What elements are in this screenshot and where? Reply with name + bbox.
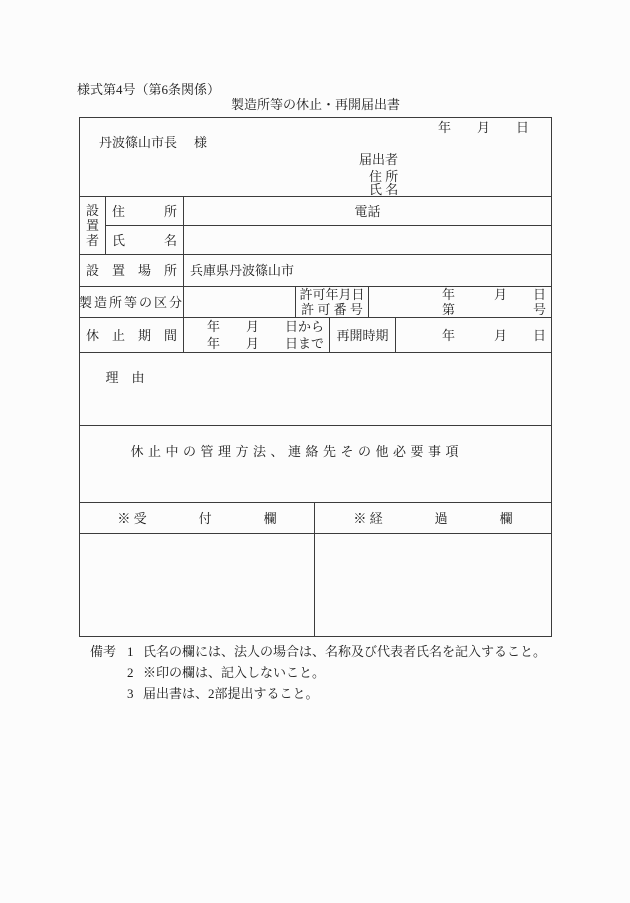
note-number: 1 (127, 644, 134, 659)
addressee-row (99, 136, 207, 149)
management-label: 休止中の管理方法、連絡先その他必要事項 (130, 444, 464, 459)
note-text: 氏名の欄には、法人の場合は、名称及び代表者氏名を記入すること。 (143, 644, 547, 659)
installer-name-label: 氏 名 (106, 225, 184, 254)
submission-date-field: 年 月 日 (437, 120, 529, 135)
classification-label: 製造所等の区分 (80, 286, 184, 317)
notes (90, 645, 546, 708)
notifier-name-label: 氏 名 (369, 182, 399, 197)
note-text: ※印の欄は、記入しないこと。 (143, 665, 326, 680)
permit-label-cell (296, 286, 369, 317)
phone-label: 電話 (354, 203, 381, 219)
form-table (79, 117, 552, 637)
note-text: 届出書は、2部提出すること。 (143, 686, 319, 701)
suspension-to-line: 年 月 日まで (206, 336, 324, 351)
progress-column-header: ※ 経 過 欄 (315, 502, 551, 533)
resume-label: 再開時期 (330, 317, 396, 352)
suspension-period-cell (184, 317, 330, 352)
note-line (90, 666, 546, 679)
note-number: 3 (127, 686, 134, 701)
note-line (90, 645, 546, 658)
suspension-label: 休 止 期 間 (80, 317, 184, 352)
reception-column-cell (80, 533, 315, 636)
note-line (90, 687, 546, 700)
reception-column-header: ※ 受 付 欄 (80, 502, 315, 533)
reason-label: 理 由 (105, 370, 145, 385)
permit-number-value: 第 号 (441, 302, 546, 317)
suspension-from-line: 年 月 日から (206, 319, 324, 334)
progress-column-cell (315, 533, 551, 636)
note-number: 2 (127, 665, 134, 680)
permit-date-value: 年 月 日 (441, 286, 546, 302)
notifier-address-label: 住 所 (369, 169, 399, 184)
form-code: 様式第4号（第6条関係） (77, 82, 221, 97)
addressee: 丹波篠山市長 (99, 135, 178, 150)
notifier-label: 届出者 (359, 152, 399, 167)
installer-group-cell (80, 196, 106, 254)
form-title: 製造所等の休止・再開届出書 (230, 97, 400, 112)
classification-value-cell (184, 286, 296, 317)
installer-name-value-cell (184, 225, 551, 254)
management-cell (80, 425, 551, 502)
installer-address-value-cell (184, 196, 551, 225)
permit-date-label: 許可年月日 (299, 286, 365, 302)
honorific: 様 (194, 135, 208, 150)
location-label: 設 置 場 所 (80, 254, 184, 286)
permit-value-cell (369, 286, 551, 317)
installer-group-label: 設置者 (85, 203, 99, 248)
reason-cell (80, 352, 551, 425)
header-row (80, 118, 551, 196)
installer-address-label: 住 所 (106, 196, 184, 225)
notes-prefix: 備考 (90, 644, 117, 659)
resume-value-cell: 年 月 日 (396, 317, 551, 352)
permit-number-label: 許 可 番 号 (301, 302, 363, 317)
location-value: 兵庫県丹波篠山市 (184, 254, 551, 286)
